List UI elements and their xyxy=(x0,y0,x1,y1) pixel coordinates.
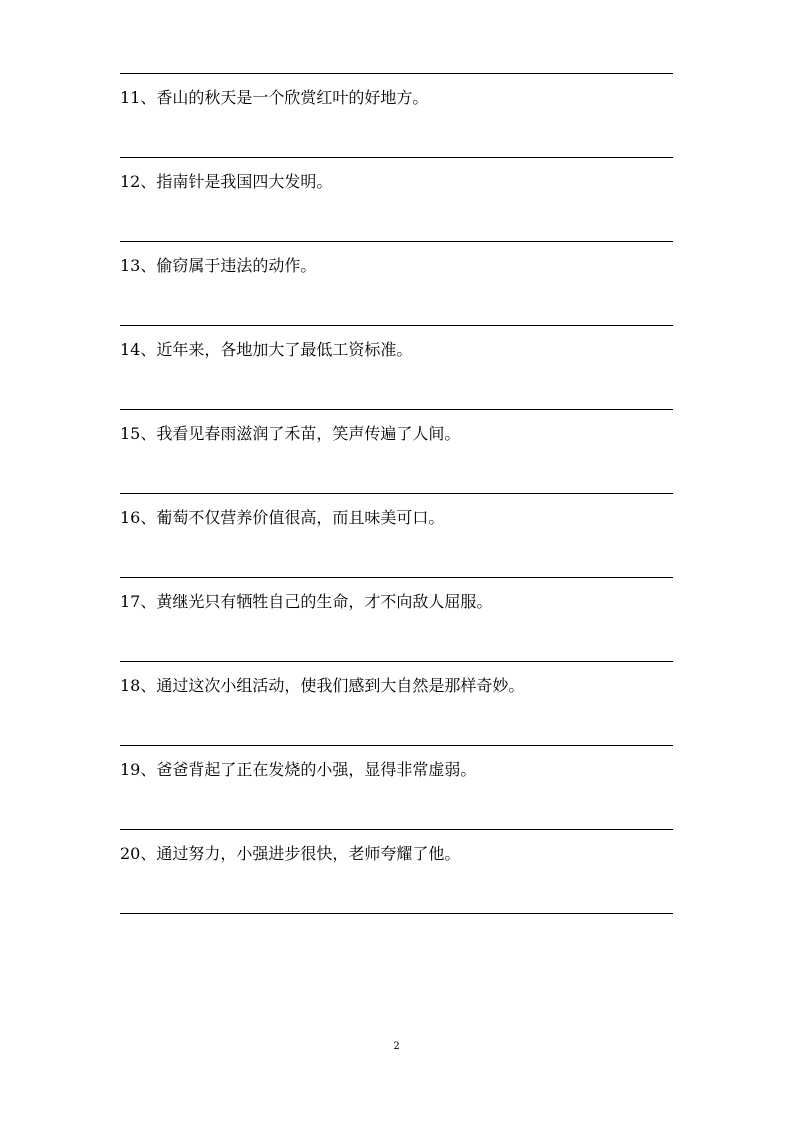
sentence-text: 14、近年来，各地加大了最低工资标准。 xyxy=(120,340,413,359)
list-item xyxy=(120,326,673,410)
list-item xyxy=(120,410,673,494)
list-item xyxy=(120,494,673,578)
sentence-text: 15、我看见春雨滋润了禾苗，笑声传遍了人间。 xyxy=(120,424,461,443)
exercise-list xyxy=(120,73,673,914)
list-item xyxy=(120,830,673,914)
list-item xyxy=(120,74,673,158)
list-item xyxy=(120,242,673,326)
sentence-text: 13、偷窃属于违法的动作。 xyxy=(120,256,317,275)
list-item xyxy=(120,662,673,746)
sentence-text: 18、通过这次小组活动，使我们感到大自然是那样奇妙。 xyxy=(120,676,525,695)
sentence-text: 17、黄继光只有牺牲自己的生命，才不向敌人屈服。 xyxy=(120,592,493,611)
list-item xyxy=(120,578,673,662)
sentence-text: 16、葡萄不仅营养价值很高，而且味美可口。 xyxy=(120,508,445,527)
list-item xyxy=(120,158,673,242)
list-item xyxy=(120,746,673,830)
sentence-text: 12、指南针是我国四大发明。 xyxy=(120,172,333,191)
sentence-text: 19、爸爸背起了正在发烧的小强，显得非常虚弱。 xyxy=(120,760,477,779)
page-number: 2 xyxy=(393,1041,400,1052)
sentence-text: 11、香山的秋天是一个欣赏红叶的好地方。 xyxy=(120,88,429,107)
sentence-text: 20、通过努力，小强进步很快，老师夸耀了他。 xyxy=(120,844,461,863)
